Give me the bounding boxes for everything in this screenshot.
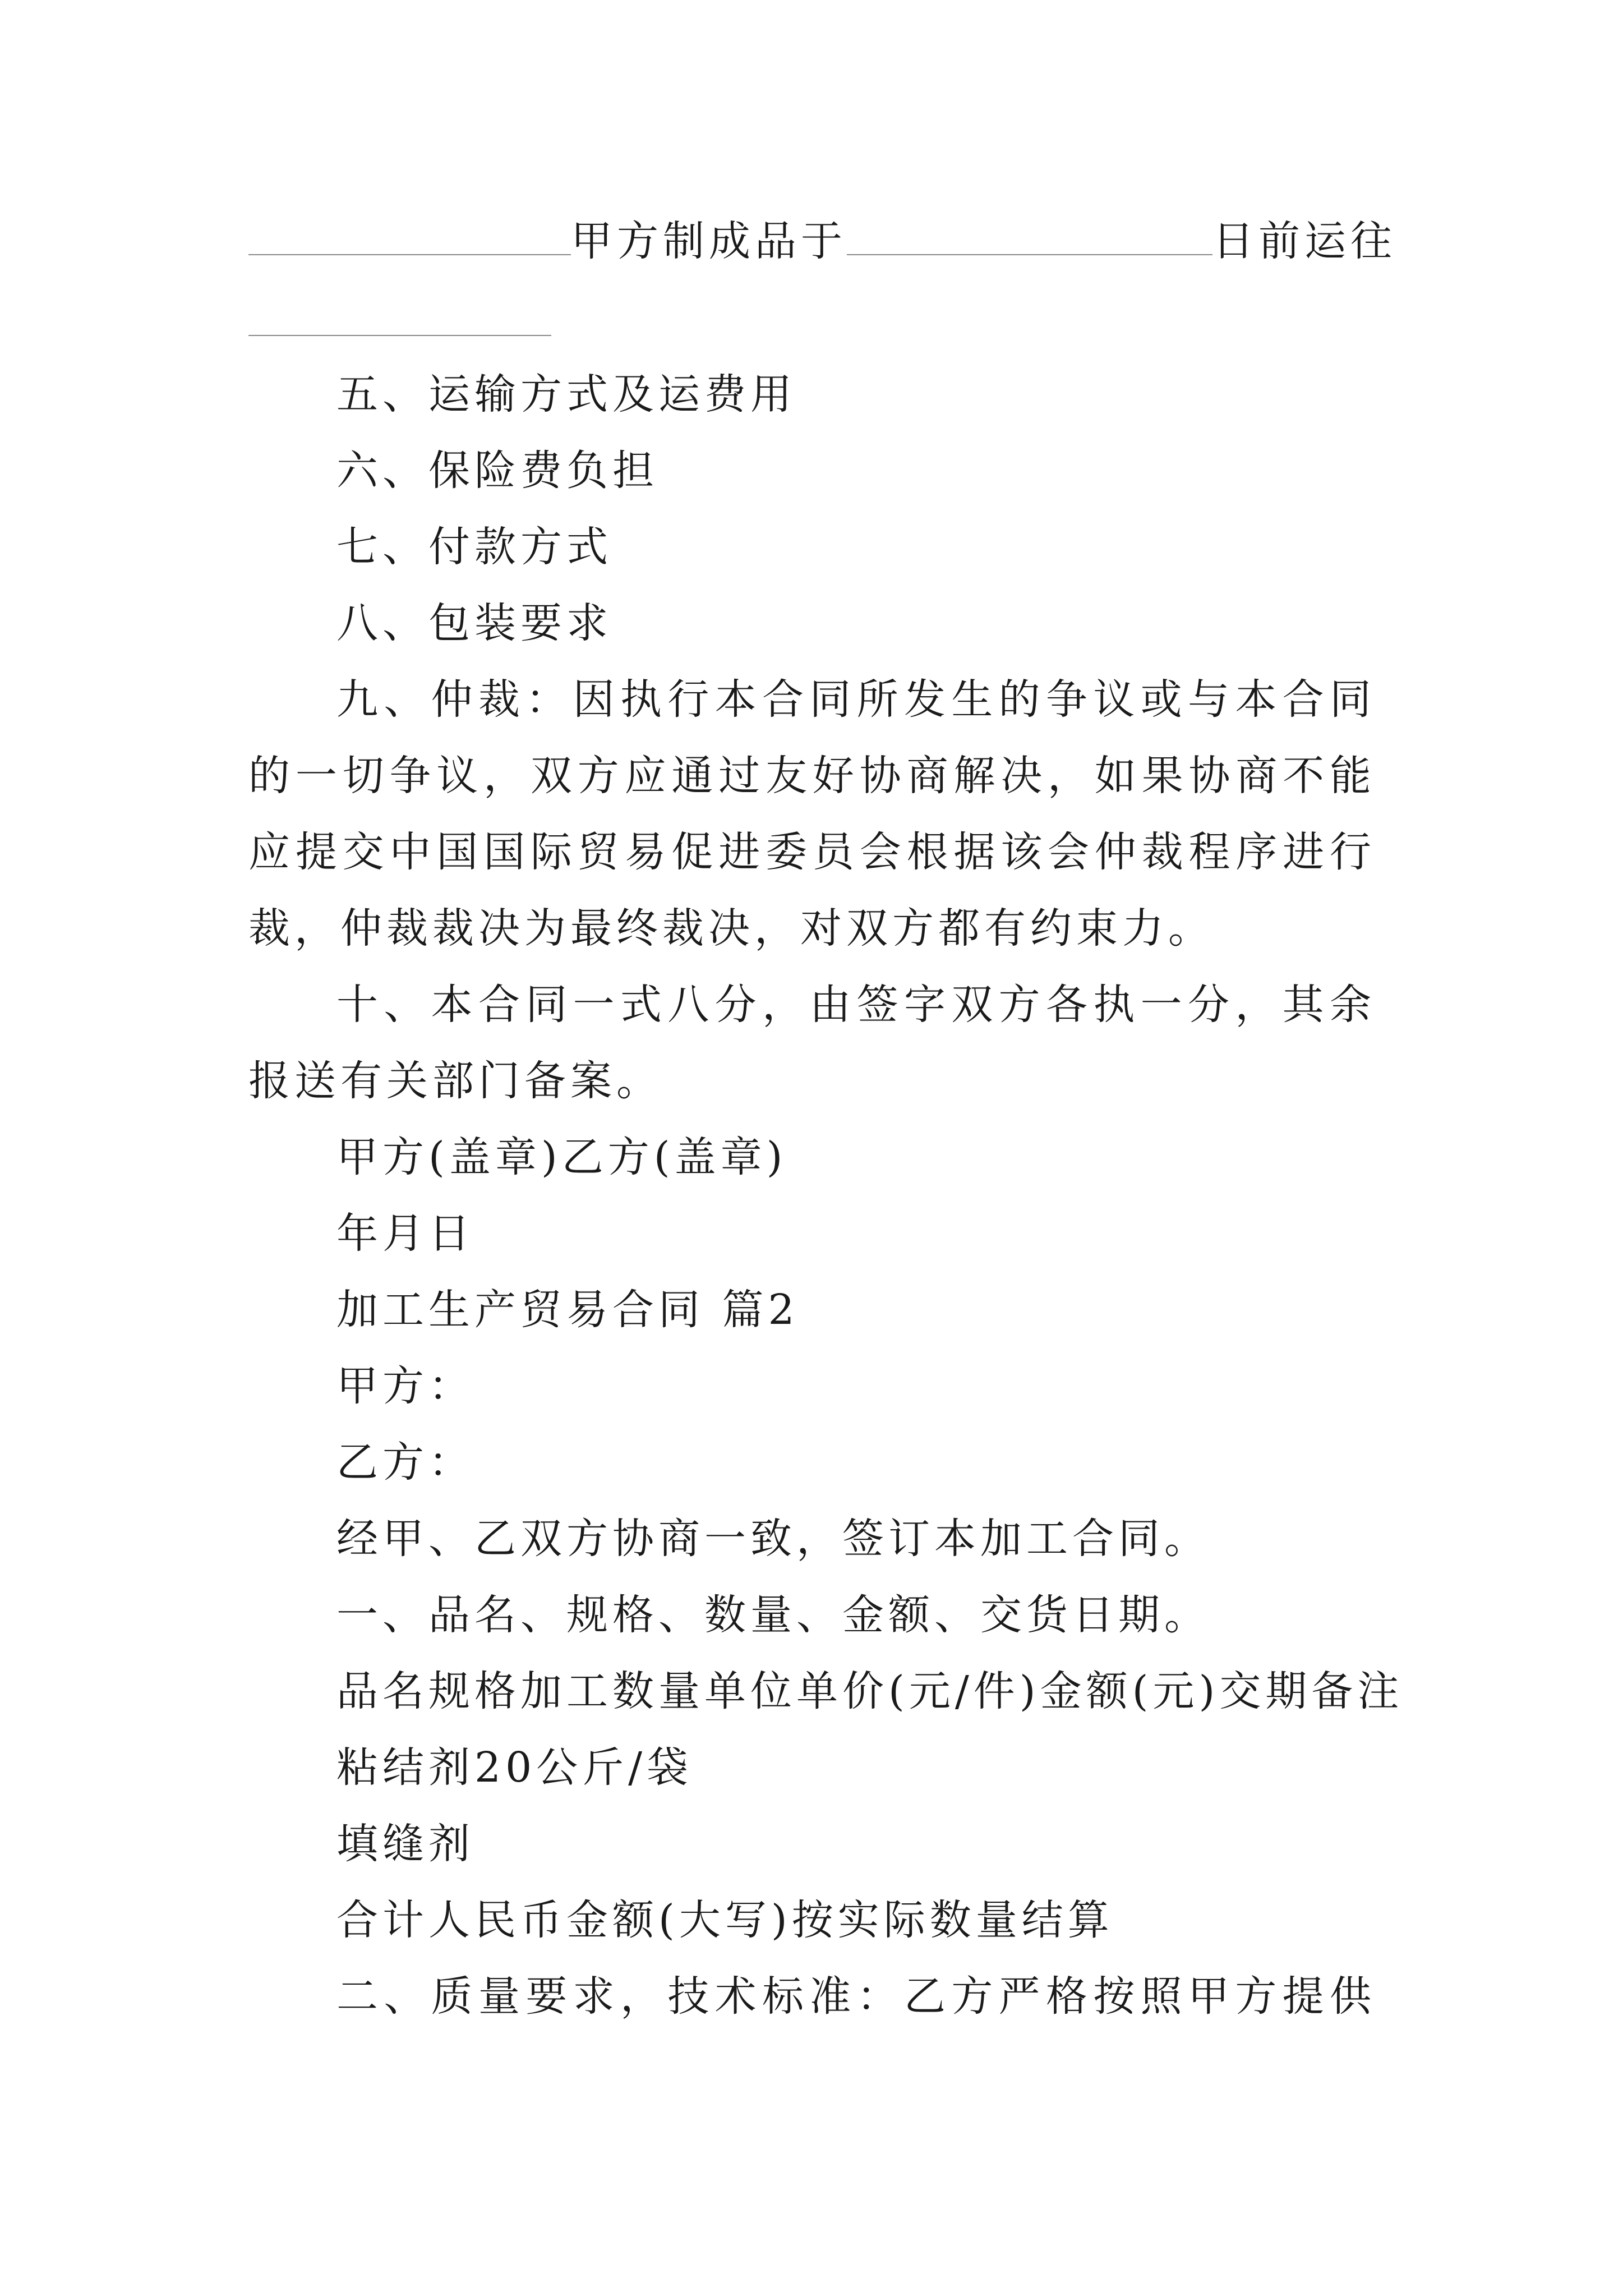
product-line-2: 填缝剂 — [336, 1820, 474, 1868]
blank-field — [248, 223, 571, 255]
blank-field — [847, 223, 1212, 255]
delivery-text-b: 日前运往 — [1212, 217, 1396, 265]
delivery-line — [248, 203, 1396, 279]
clause-packaging: 八、包装要求 — [336, 599, 612, 647]
arbitration-line-3: 应提交中国国际贸易促进委员会根据该会仲裁程序进行 — [248, 828, 1376, 876]
clause-2: 二、质量要求，技术标准：乙方严格按照甲方提供 — [336, 1972, 1376, 2021]
arbitration-line-4: 裁，仲裁裁决为最终裁决，对双方都有约束力。 — [248, 904, 1214, 953]
intro-line: 经甲、乙双方协商一致，签订本加工合同。 — [336, 1515, 1210, 1563]
copies-line-1: 十、本合同一式八分，由签字双方各执一分，其余 — [336, 981, 1376, 1029]
section-title: 加工生产贸易合同 篇2 — [336, 1286, 799, 1334]
table-header-line: 品名规格加工数量单位单价(元/件)金额(元)交期备注 — [336, 1667, 1404, 1715]
party-a-label: 甲方： — [336, 1362, 474, 1410]
product-line-1: 粘结剂20公斤/袋 — [336, 1743, 693, 1792]
delivery-text-a: 甲方制成品于 — [571, 217, 847, 265]
clause-1: 一、品名、规格、数量、金额、交货日期。 — [336, 1591, 1210, 1639]
date-line: 年月日 — [336, 1209, 474, 1258]
copies-line-2: 报送有关部门备案。 — [248, 1057, 662, 1105]
arbitration-line-2: 的一切争议，双方应通过友好协商解决，如果协商不能 — [248, 752, 1376, 800]
party-b-label: 乙方： — [336, 1438, 474, 1487]
clause-insurance: 六、保险费负担 — [336, 447, 658, 495]
arbitration-line-1: 九、仲裁：因执行本合同所发生的争议或与本合同 — [336, 675, 1376, 724]
seal-line: 甲方(盖章)乙方(盖章) — [336, 1133, 787, 1181]
clause-payment: 七、付款方式 — [336, 523, 612, 571]
total-line: 合计人民币金额(大写)按实际数量结算 — [336, 1896, 1114, 1944]
blank-field — [248, 335, 551, 336]
clause-transport: 五、运输方式及运费用 — [336, 370, 796, 418]
